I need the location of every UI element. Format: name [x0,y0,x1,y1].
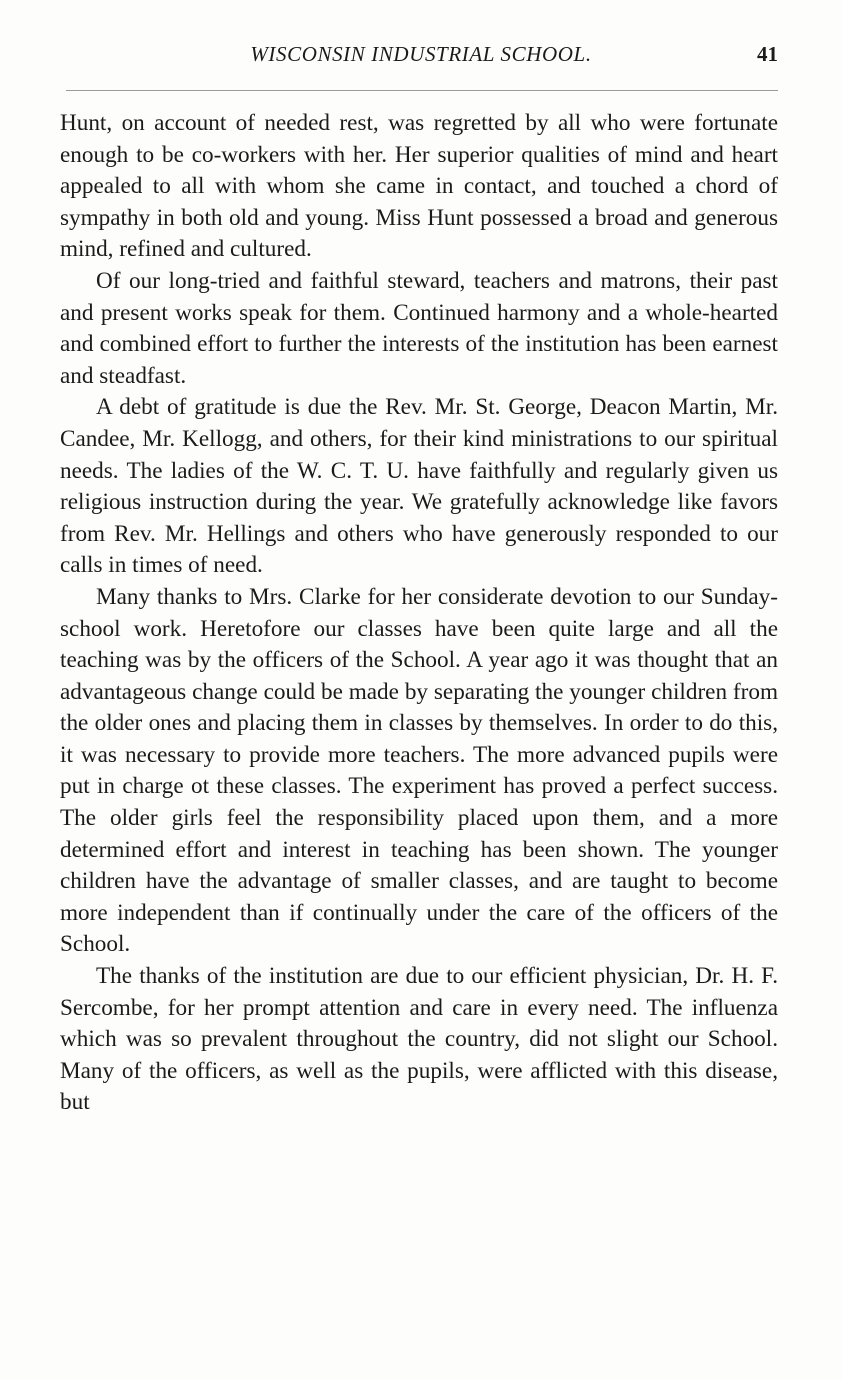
page-number: 41 [757,42,778,66]
header-rule [66,90,778,91]
body-text [60,108,778,1119]
paragraph: Of our long-tried and faithful steward, teachers and matrons, their past and present works speak for them. Continued harmony and a whole-hearted and combined effort to further the interests of the institution has been earnest and steadfast. [60,267,778,389]
paragraph: The thanks of the institution are due to our efficient physician, Dr. H. F. Sercombe, for her prompt attention and care in every need. The influenza which was so prevalent throughout the country, did not slight our School. Many of the officers, as well as the pupils, were afflicted with this disease, but [60,963,778,1116]
paragraph: Many thanks to Mrs. Clarke for her considerate devotion to our Sunday-school work. Heretofore our classes have been quite large and all the teaching was by the officers of the School. A year ago it was thought that an advantageous change could be made by separating the younger children from the older ones and placing them in classes by themselves. In order to do this, it was necessary to provide more teachers. The more advanced pupils were put in charge ot these classes. The experiment has proved a perfect success. The older girls feel the responsibility placed upon them, and a more determined effort and interest in teaching has been shown. The younger children have the advantage of smaller classes, and are taught to become more independent than if continually under the care of the officers of the School. [60,583,778,958]
running-header [60,42,782,76]
paragraph: A debt of gratitude is due the Rev. Mr. St. George, Deacon Martin, Mr. Candee, Mr. Kellogg, and others, for their kind ministrations to our spiritual needs. The ladies of the W. C. T. U. have faithfully and regularly given us religious instruction during the year. We gratefully acknowledge like favors from Rev. Mr. Hellings and others who have generously responded to our calls in times of need. [60,394,778,579]
running-title: WISCONSIN INDUSTRIAL SCHOOL. [250,42,592,66]
paragraph-continued: Hunt, on account of needed rest, was regretted by all who were fortunate enough to be co-workers with her. Her superior qualities of mind and heart appealed to all with whom she came in contact, and touched a chord of sympathy in both old and young. Miss Hunt possessed a broad and generous mind, refined and cultured. [60,110,778,263]
